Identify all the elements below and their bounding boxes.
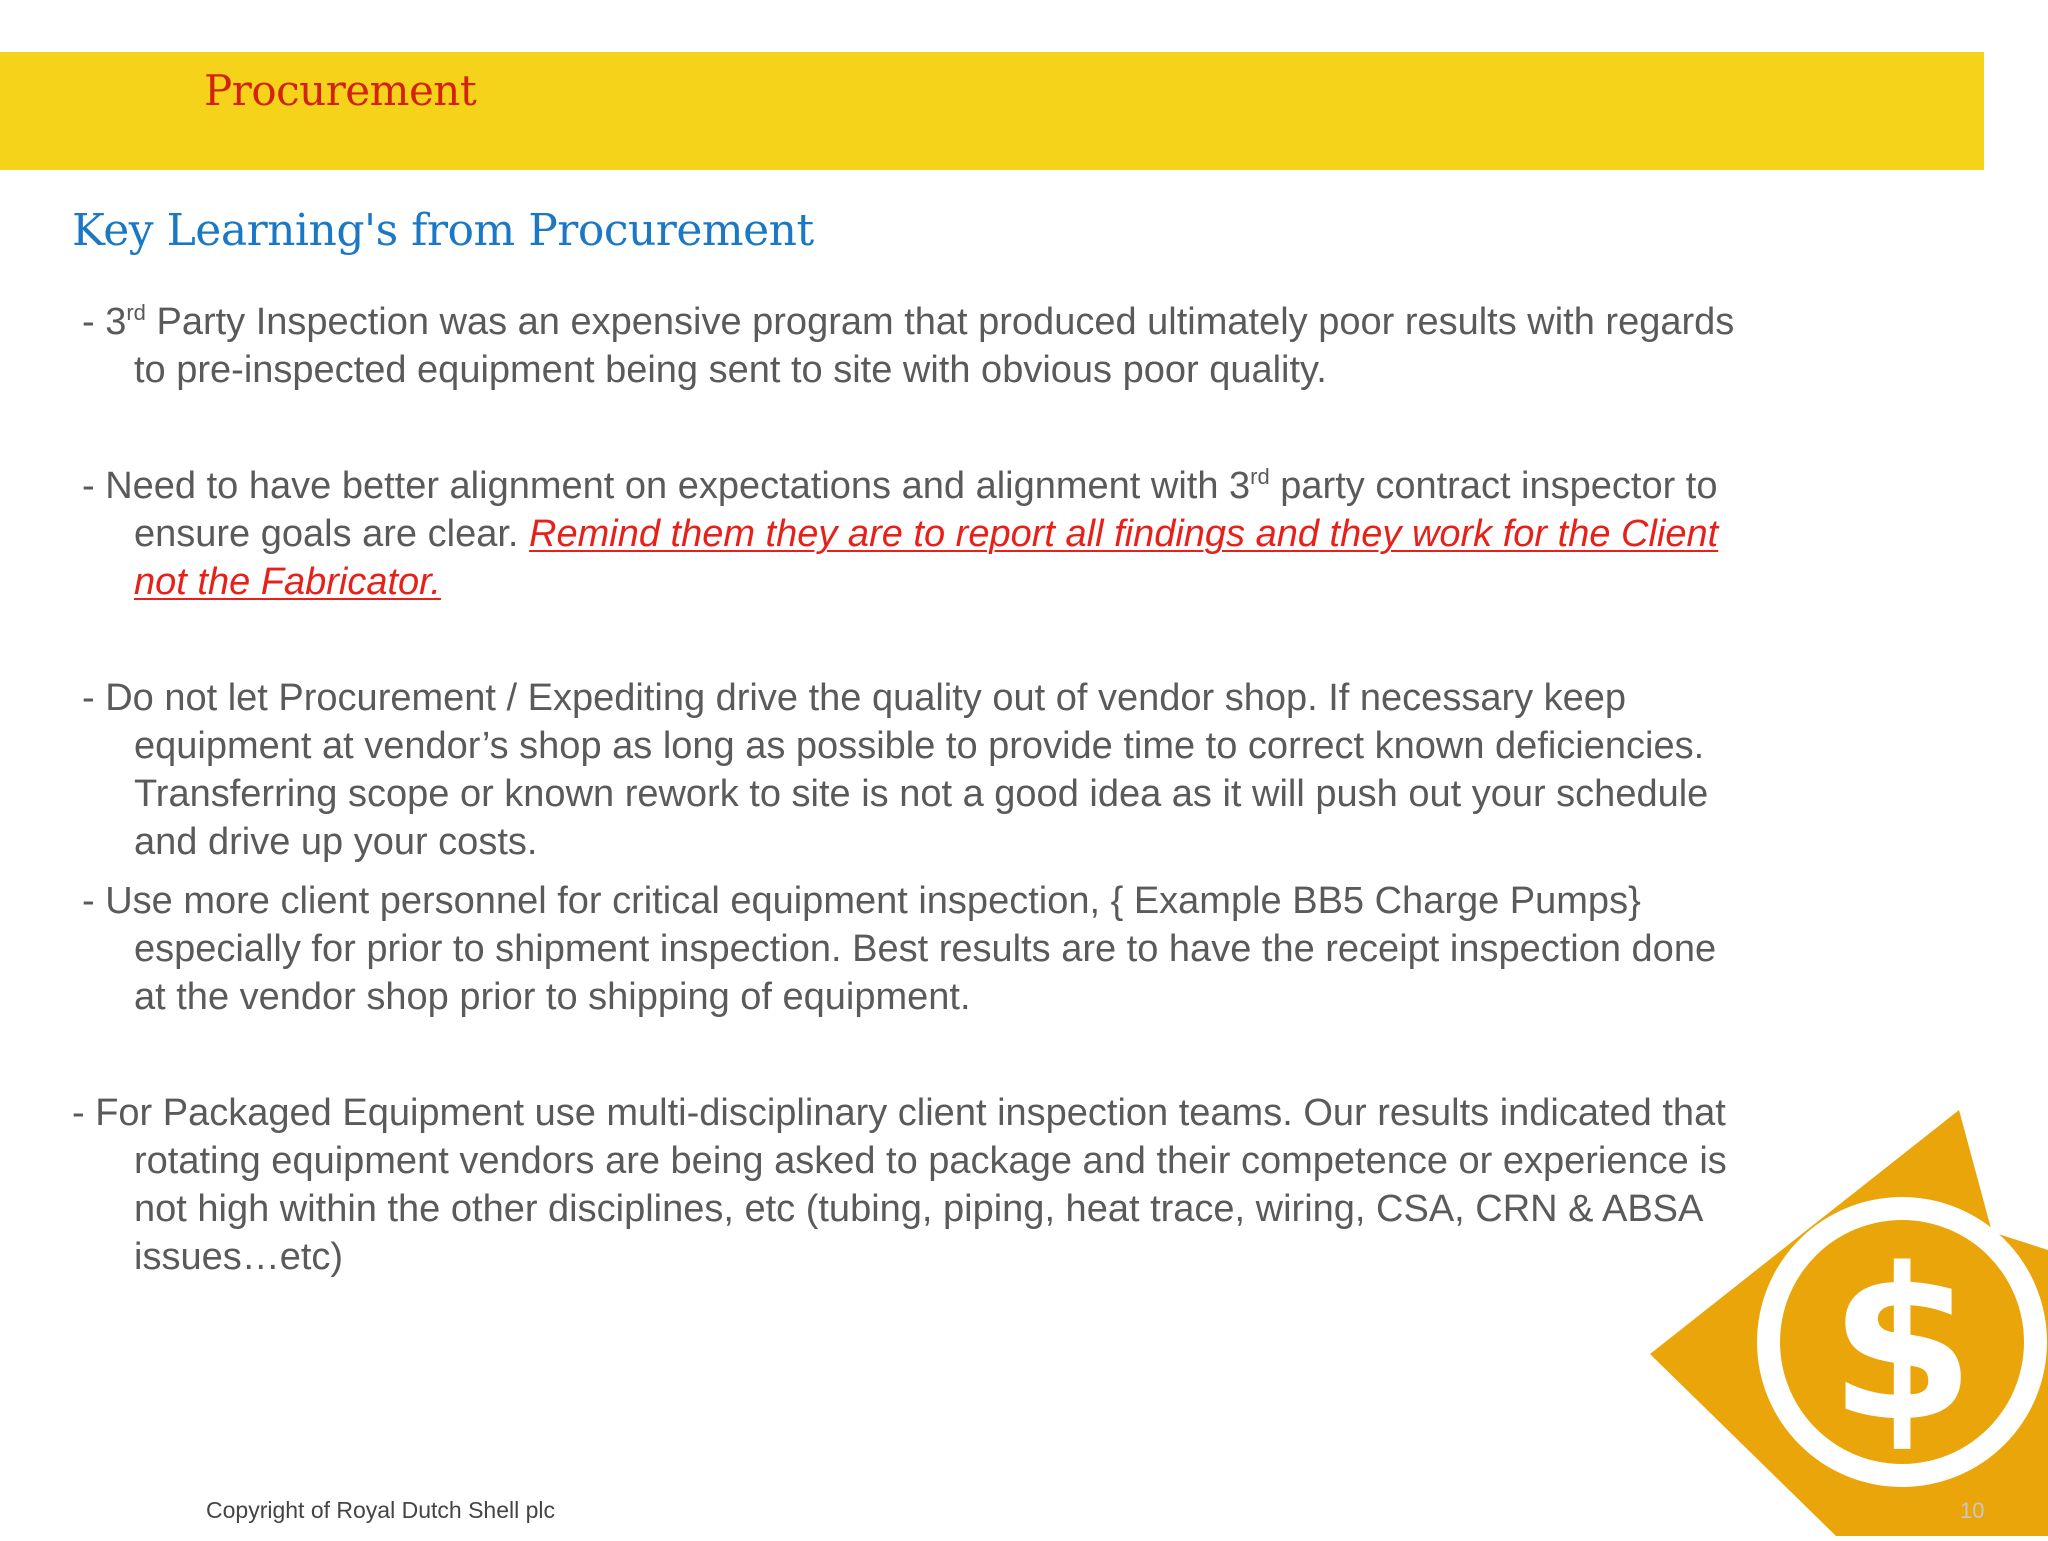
bullet-3-line-3: Transferring scope or known rework to site is not a good idea as it will push out your schedule [134,773,1709,815]
bullet-5-line-3: not high within the other disciplines, etc (tubing, piping, heat trace, wiring, CSA, CRN & ABSA [134,1188,1704,1230]
dollar-glyph: $ [1828,1223,1976,1468]
bullet-1-line-1: - 3rd Party Inspection was an expensive program that produced ultimately poor results with regards [82,300,1735,343]
slide-title: Key Learning's from Procurement [72,205,814,256]
bullet-4-line-2: especially for prior to shipment inspection. Best results are to have the receipt inspection done [134,928,1717,970]
copyright-notice: Copyright of Royal Dutch Shell plc [206,1497,555,1523]
bullet-4-line-1: - Use more client personnel for critical equipment inspection, { Example BB5 Charge Pumps} [82,880,1641,922]
highlighted-reminder-cont: not the Fabricator. [134,561,441,603]
bullet-3-line-4: and drive up your costs. [134,821,538,863]
page-number: 10 [1960,1498,1985,1523]
bullet-2-line-1: - Need to have better alignment on expectations and alignment with 3rd party contract inspector to [82,464,1718,507]
bullet-3-line-1: - Do not let Procurement / Expediting drive the quality out of vendor shop. If necessary keep [82,677,1627,719]
bullet-1-line-2: to pre-inspected equipment being sent to site with obvious poor quality. [134,349,1327,391]
dollar-sign-icon [1650,1110,2048,1536]
highlighted-reminder: Remind them they are to report all findings and they work for the Client [529,513,1719,555]
bullet-5-line-2: rotating equipment vendors are being asked to package and their competence or experience is [134,1140,1727,1182]
bullet-2-line-3 [134,560,441,604]
bullet-2-line-2: ensure goals are clear. Remind them they are to report all findings and they work for the Client [134,513,1719,555]
bullet-5-line-1: - For Packaged Equipment use multi-disciplinary client inspection teams. Our results indicated that [72,1092,1726,1134]
bullet-4-line-3: at the vendor shop prior to shipping of equipment. [134,976,971,1018]
bullet-3-line-2: equipment at vendor’s shop as long as possible to provide time to correct known deficiencies. [134,725,1705,767]
section-title: Procurement [204,66,477,115]
bullet-5-line-4: issues…etc) [134,1236,344,1278]
